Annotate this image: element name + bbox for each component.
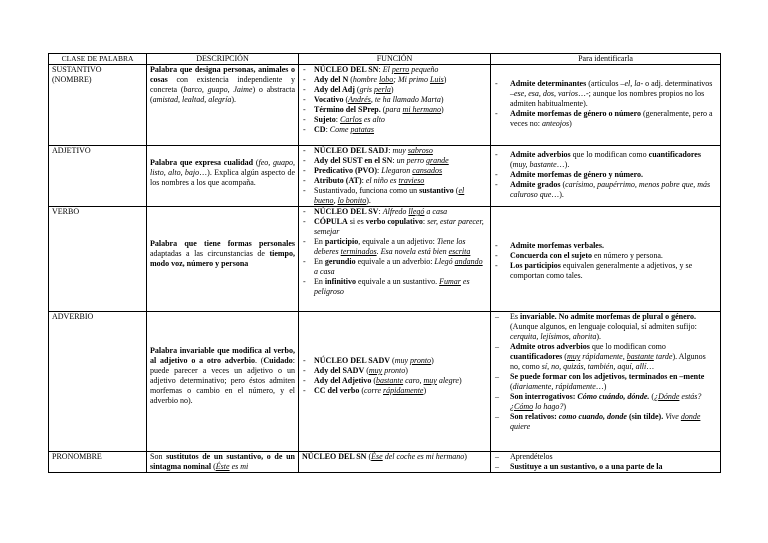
- text-run: perla: [374, 85, 391, 94]
- header-clase: CLASE DE PALABRA: [49, 54, 147, 65]
- text-run: el niño es: [365, 176, 399, 185]
- function-cell: [299, 65, 491, 146]
- text-run: escrita: [448, 247, 471, 256]
- text-run: pronto: [410, 356, 432, 365]
- text-run: amistad, lealtad, alegría: [152, 95, 232, 104]
- text-run: Predicativo (PVO): [314, 166, 378, 175]
- list-item: [494, 372, 717, 392]
- text-run: Dónde: [658, 392, 680, 401]
- text-run: perro: [391, 65, 410, 74]
- text-run: …): [595, 382, 607, 391]
- text-run: es peligroso: [314, 277, 470, 296]
- text-run: Andrés: [348, 95, 371, 104]
- text-run: es alto: [361, 115, 385, 124]
- text-run: …).: [551, 190, 564, 199]
- text-run: Cómo cuándo, dónde.: [577, 392, 650, 401]
- text-run: caro,: [403, 376, 424, 385]
- text-run: Atributo (AT): [314, 176, 362, 185]
- text-run: el bueno: [314, 186, 465, 205]
- list-item: [302, 95, 487, 105]
- text-run: El: [382, 65, 392, 74]
- text-run: En: [314, 237, 325, 246]
- text-run: :: [361, 176, 366, 185]
- text-run: muy: [392, 146, 408, 155]
- text-run: Tiene los deberes: [314, 237, 466, 256]
- text-run: gris: [359, 85, 375, 94]
- text-run: Palabra invariable que modifica al verbo, al adjetivo o a otro adverbio: [150, 346, 295, 365]
- text-run: NÚCLEO DEL SADJ: [314, 146, 389, 155]
- text-run: llegó: [408, 207, 425, 216]
- list-item: [302, 277, 487, 297]
- text-run: terminados: [340, 247, 377, 256]
- text-run: Se puede formar con los adjetivos, terminados en –mente: [510, 372, 705, 381]
- text-run: Luis: [429, 75, 444, 84]
- text-run: - o adj. determinativos –: [510, 79, 713, 98]
- text-run: carísimo, paupérrimo, menos pobre que, más caluroso que: [510, 180, 711, 199]
- text-run: (: [354, 85, 360, 94]
- list-item: [302, 146, 487, 156]
- text-run: ese, esa, dos, varios: [514, 89, 578, 98]
- text-run: Ése: [371, 452, 383, 461]
- text-run: NÚCLEO DEL SV: [314, 207, 379, 216]
- text-run: Come: [329, 125, 351, 134]
- text-run: NÚCLEO DEL SN: [314, 65, 379, 74]
- text-run: Admite grados: [510, 180, 561, 189]
- text-run: Éste: [215, 462, 230, 471]
- text-run: :: [378, 207, 383, 216]
- text-run: Es: [510, 312, 520, 321]
- text-run: rápidamente,: [580, 352, 627, 361]
- text-run: sí, no, quizás, también, aquí, allí: [541, 362, 647, 371]
- text-run: Ady del SADV: [314, 366, 365, 375]
- text-run: es mi: [229, 462, 249, 471]
- text-run: (: [348, 75, 353, 84]
- text-run: barco, guapo: [183, 85, 228, 94]
- text-run: sustantivo: [419, 186, 454, 195]
- text-run: Los participios: [510, 261, 561, 270]
- text-run: (: [359, 386, 364, 395]
- text-run: cansados: [412, 166, 443, 175]
- list-item: [494, 170, 717, 180]
- list-item: [302, 166, 487, 176]
- text-run: bastante: [376, 376, 404, 385]
- category-cell: ADJETIVO: [49, 146, 147, 207]
- text-run: (: [562, 352, 567, 361]
- text-run: ): [441, 105, 444, 114]
- text-run: Admite morfemas verbales.: [510, 241, 604, 250]
- text-run: patatas: [350, 125, 375, 134]
- text-run: Carlos: [340, 115, 362, 124]
- row-adverbio: [49, 312, 721, 452]
- list-item: [302, 217, 487, 237]
- list-item: [302, 125, 487, 135]
- text-run: Ady del Adjetivo: [314, 376, 372, 385]
- text-run: feo, guapo, listo, alto, bajo: [150, 158, 296, 177]
- text-run: tarde: [653, 352, 673, 361]
- list-item: [302, 75, 487, 85]
- text-run: un perro: [396, 156, 427, 165]
- list-item: [494, 392, 717, 412]
- text-run: ¿: [654, 392, 659, 401]
- identify-cell: [491, 65, 721, 146]
- text-run: :: [392, 156, 397, 165]
- list-item: [302, 105, 487, 115]
- text-run: Jaime: [233, 85, 253, 94]
- text-run: Palabra que designa personas, animales o cosas: [150, 65, 295, 84]
- text-run: :: [378, 65, 383, 74]
- text-run: Concuerda con el sujeto: [510, 251, 592, 260]
- text-run: ). Algunos no, como: [510, 352, 706, 371]
- text-run: ): [464, 452, 467, 461]
- text-run: …). Explica algún aspecto de los nombres a los que acompaña.: [150, 168, 295, 187]
- text-run: En: [314, 277, 325, 286]
- text-run: (: [364, 366, 369, 375]
- text-run: Palabra que tiene formas personales: [150, 239, 295, 248]
- list-item: [494, 241, 717, 251]
- text-run: ,: [227, 85, 234, 94]
- list-item: [494, 79, 717, 109]
- text-run: NÚCLEO DEL SN: [302, 452, 367, 461]
- text-run: participio: [324, 237, 359, 246]
- text-run: ) o abstracta (: [150, 85, 296, 104]
- text-run: si es: [347, 217, 366, 226]
- text-run: :: [335, 115, 341, 124]
- text-run: :: [325, 125, 330, 134]
- text-run: hombre: [352, 75, 380, 84]
- text-run: quiere: [510, 422, 531, 431]
- text-run: corre: [364, 386, 384, 395]
- text-run: , te ha llamado Marta: [370, 95, 441, 104]
- category-cell: SUSTANTIVO (NOMBRE): [49, 65, 147, 146]
- function-cell: [299, 146, 491, 207]
- text-run: alegre: [436, 376, 459, 385]
- text-run: ).: [596, 332, 602, 341]
- text-run: Vive: [663, 412, 681, 421]
- text-run: Vocativo: [314, 95, 344, 104]
- text-run: CD: [314, 125, 326, 134]
- text-run: ): [563, 402, 567, 411]
- list-item: [494, 462, 717, 472]
- text-run: que lo modifican como: [589, 342, 666, 351]
- list-item: [494, 251, 717, 261]
- list-item: [302, 115, 487, 125]
- text-run: anteojos: [542, 119, 570, 128]
- list-item: [302, 156, 487, 166]
- text-run: ,: [333, 196, 338, 205]
- text-run: adaptadas a las circunstancias de: [150, 249, 270, 258]
- text-run: muy: [368, 366, 383, 375]
- text-run: Sustantivado, funciona como un: [314, 186, 420, 195]
- text-run: Ady del N: [314, 75, 349, 84]
- text-run: gerundio: [324, 257, 356, 266]
- text-run: ser, estar parecer, semejar: [314, 217, 484, 236]
- text-run: (: [253, 158, 259, 167]
- text-run: cuantificadores: [648, 150, 701, 159]
- text-run: Admite otros adverbios: [510, 342, 590, 351]
- text-run: ).: [231, 95, 237, 104]
- function-cell: [299, 207, 491, 312]
- text-run: (generalmente, pero a veces no:: [510, 109, 713, 128]
- text-run: en número y persona.: [592, 251, 663, 260]
- text-run: pequeño: [409, 65, 439, 74]
- text-run: CC del verbo: [314, 386, 360, 395]
- text-run: invariable. No admite morfemas de plural o género.: [520, 312, 697, 321]
- row-adjetivo: [49, 146, 721, 207]
- text-run: Alfredo: [382, 207, 409, 216]
- list-item: [494, 412, 717, 432]
- list-item: [302, 176, 487, 186]
- text-run: donde: [680, 412, 701, 421]
- text-run: ): [458, 376, 462, 385]
- category-cell: ADVERBIO: [49, 312, 147, 452]
- text-run: Llegó: [434, 257, 455, 266]
- list-item: [494, 109, 717, 129]
- text-run: Llegaron: [381, 166, 413, 175]
- identify-cell: [491, 312, 721, 452]
- text-run: (: [510, 160, 513, 169]
- function-cell: [299, 312, 491, 452]
- list-item: [302, 85, 487, 95]
- text-run: tiempo, modo voz, número y persona: [150, 249, 295, 268]
- header-funcion: FUNCIÓN: [299, 54, 491, 65]
- text-run: sabroso: [407, 146, 433, 155]
- text-run: (Aunque algunos, en lenguaje coloquial, sí admiten sufijo:: [510, 322, 697, 331]
- text-run: (: [343, 95, 349, 104]
- list-item: [302, 207, 487, 217]
- identify-cell: [491, 452, 721, 473]
- text-run: ).: [366, 196, 371, 205]
- text-run: bastante: [626, 352, 654, 361]
- text-run: verbo copulativo: [365, 217, 423, 226]
- text-run: (: [380, 105, 386, 114]
- text-run: mi hermano: [402, 105, 441, 114]
- text-run: lo bonito: [337, 196, 367, 205]
- header-identificar: Para identificarla: [491, 54, 721, 65]
- text-run: grande: [426, 156, 449, 165]
- list-item: [302, 376, 487, 386]
- text-run: Término del SPrep.: [314, 105, 381, 114]
- description-cell: [147, 452, 299, 473]
- text-run: (: [390, 356, 395, 365]
- text-run: lo hago?: [533, 402, 564, 411]
- text-run: (: [371, 376, 377, 385]
- header-descripcion: DESCRIPCIÓN: [147, 54, 299, 65]
- text-run: andando: [454, 257, 483, 266]
- text-run: …-; aunque los nombres propios no los admiten habitualmente).: [510, 89, 705, 108]
- text-run: (: [560, 180, 566, 189]
- text-run: pronto: [382, 366, 406, 375]
- text-run: Admite determinantes: [510, 79, 587, 88]
- text-run: Ady del SUST en el SN: [314, 156, 393, 165]
- description-cell: [147, 146, 299, 207]
- list-item: [302, 65, 487, 75]
- text-run: Son interrogativos:: [510, 392, 578, 401]
- text-run: Admite adverbios: [510, 150, 571, 159]
- text-run: del coche es mi hermano: [382, 452, 465, 461]
- text-run: Fumar: [439, 277, 461, 286]
- text-run: sustitutos de un sustantivo, o de un sintagma nominal: [150, 452, 295, 471]
- text-run: muy, bastante: [512, 160, 557, 169]
- text-run: CÓPULA: [314, 217, 348, 226]
- text-run: Son relativos:: [510, 412, 559, 421]
- identify-cell: [491, 146, 721, 207]
- text-run: ): [443, 75, 447, 84]
- text-run: como cuando, donde: [558, 412, 627, 421]
- text-run: : puede parecer a veces un adjetivo o un adjetivo determinativo; pero éstos admiten morfemas o cambio en el número, y el adverbio no).: [150, 356, 295, 405]
- list-item: [494, 312, 717, 342]
- text-run: . Esa novela está bien: [376, 247, 449, 256]
- identify-cell: [491, 207, 721, 312]
- text-run: muy: [423, 376, 437, 385]
- header-row: [49, 54, 721, 65]
- text-run: a casa: [314, 267, 335, 276]
- function-cell: [299, 452, 491, 473]
- text-run: Son: [150, 452, 167, 461]
- text-run: Sustituye a un sustantivo, o a una parte de la: [510, 462, 663, 471]
- text-run: lobo: [379, 75, 394, 84]
- text-run: para: [385, 105, 403, 114]
- text-run: equivalen generalmente a adjetivos, y se comportan como tales.: [510, 261, 693, 280]
- text-run: ): [423, 386, 427, 395]
- list-item: [494, 452, 717, 462]
- text-run: travieso: [398, 176, 425, 185]
- text-run: Admite morfemas de género y número.: [510, 170, 644, 179]
- text-run: (: [453, 186, 459, 195]
- text-run: Aprendételos: [510, 452, 553, 461]
- text-run: cuantificadores: [510, 352, 563, 361]
- text-run: con existencia independiente y concreta (: [150, 75, 295, 94]
- row-sustantivo: [49, 65, 721, 146]
- list-item: [494, 261, 717, 281]
- text-run: Cómo: [514, 402, 534, 411]
- category-cell: VERBO: [49, 207, 147, 312]
- list-item: [302, 237, 487, 257]
- description-cell: [147, 65, 299, 146]
- text-run: diariamente, rápidamente: [512, 382, 596, 391]
- list-item: [494, 150, 717, 170]
- text-run: ): [405, 366, 408, 375]
- list-item: [494, 342, 717, 372]
- row-verbo: [49, 207, 721, 312]
- text-run: . (: [254, 356, 264, 365]
- text-run: estás? ¿: [510, 392, 702, 411]
- list-item: [302, 386, 487, 396]
- list-item: [302, 366, 487, 376]
- description-cell: [147, 207, 299, 312]
- text-run: , equivale a un adjetivo:: [358, 237, 437, 246]
- text-run: infinitivo: [324, 277, 357, 286]
- text-run: Ady del Adj: [314, 85, 355, 94]
- text-run: (: [649, 392, 655, 401]
- text-run: :: [377, 166, 382, 175]
- list-item: [302, 356, 487, 366]
- grammar-table: [48, 53, 721, 473]
- text-run: :: [388, 146, 393, 155]
- text-run: equivale a un sustantivo.: [356, 277, 440, 286]
- text-run: (: [366, 452, 372, 461]
- text-run: el, la: [624, 79, 641, 88]
- text-run: ): [431, 356, 434, 365]
- text-run: (: [510, 382, 513, 391]
- text-run: En: [314, 257, 325, 266]
- list-item: [302, 257, 487, 277]
- text-run: …: [646, 362, 655, 371]
- row-pronombre: [49, 452, 721, 473]
- text-run: a casa: [424, 207, 448, 216]
- text-run: (: [211, 462, 216, 471]
- text-run: equivale a un adverbio:: [355, 257, 435, 266]
- text-run: NÚCLEO DEL SADV: [314, 356, 391, 365]
- text-run: Admite morfemas de género o número: [510, 109, 642, 118]
- text-run: muy: [566, 352, 581, 361]
- text-run: muy: [394, 356, 411, 365]
- category-cell: PRONOMBRE: [49, 452, 147, 473]
- text-run: ): [569, 119, 572, 128]
- text-run: ): [390, 85, 394, 94]
- text-run: Sujeto: [314, 115, 336, 124]
- text-run: …).: [556, 160, 570, 169]
- description-cell: [147, 312, 299, 452]
- text-run: :: [422, 217, 428, 226]
- text-run: cerquita, lejísimos, ahorita: [510, 332, 597, 341]
- text-run: Cuidado: [263, 356, 293, 365]
- text-run: Palabra que expresa cualidad: [150, 158, 254, 167]
- text-run: (sin tilde).: [626, 412, 664, 421]
- list-item: [494, 180, 717, 200]
- text-run: rápidamente: [383, 386, 424, 395]
- text-run: que lo modifican como: [570, 150, 649, 159]
- text-run: ; Mi primo: [393, 75, 430, 84]
- list-item: [302, 186, 487, 206]
- text-run: (artículos –: [586, 79, 625, 88]
- text-run: ): [440, 95, 444, 104]
